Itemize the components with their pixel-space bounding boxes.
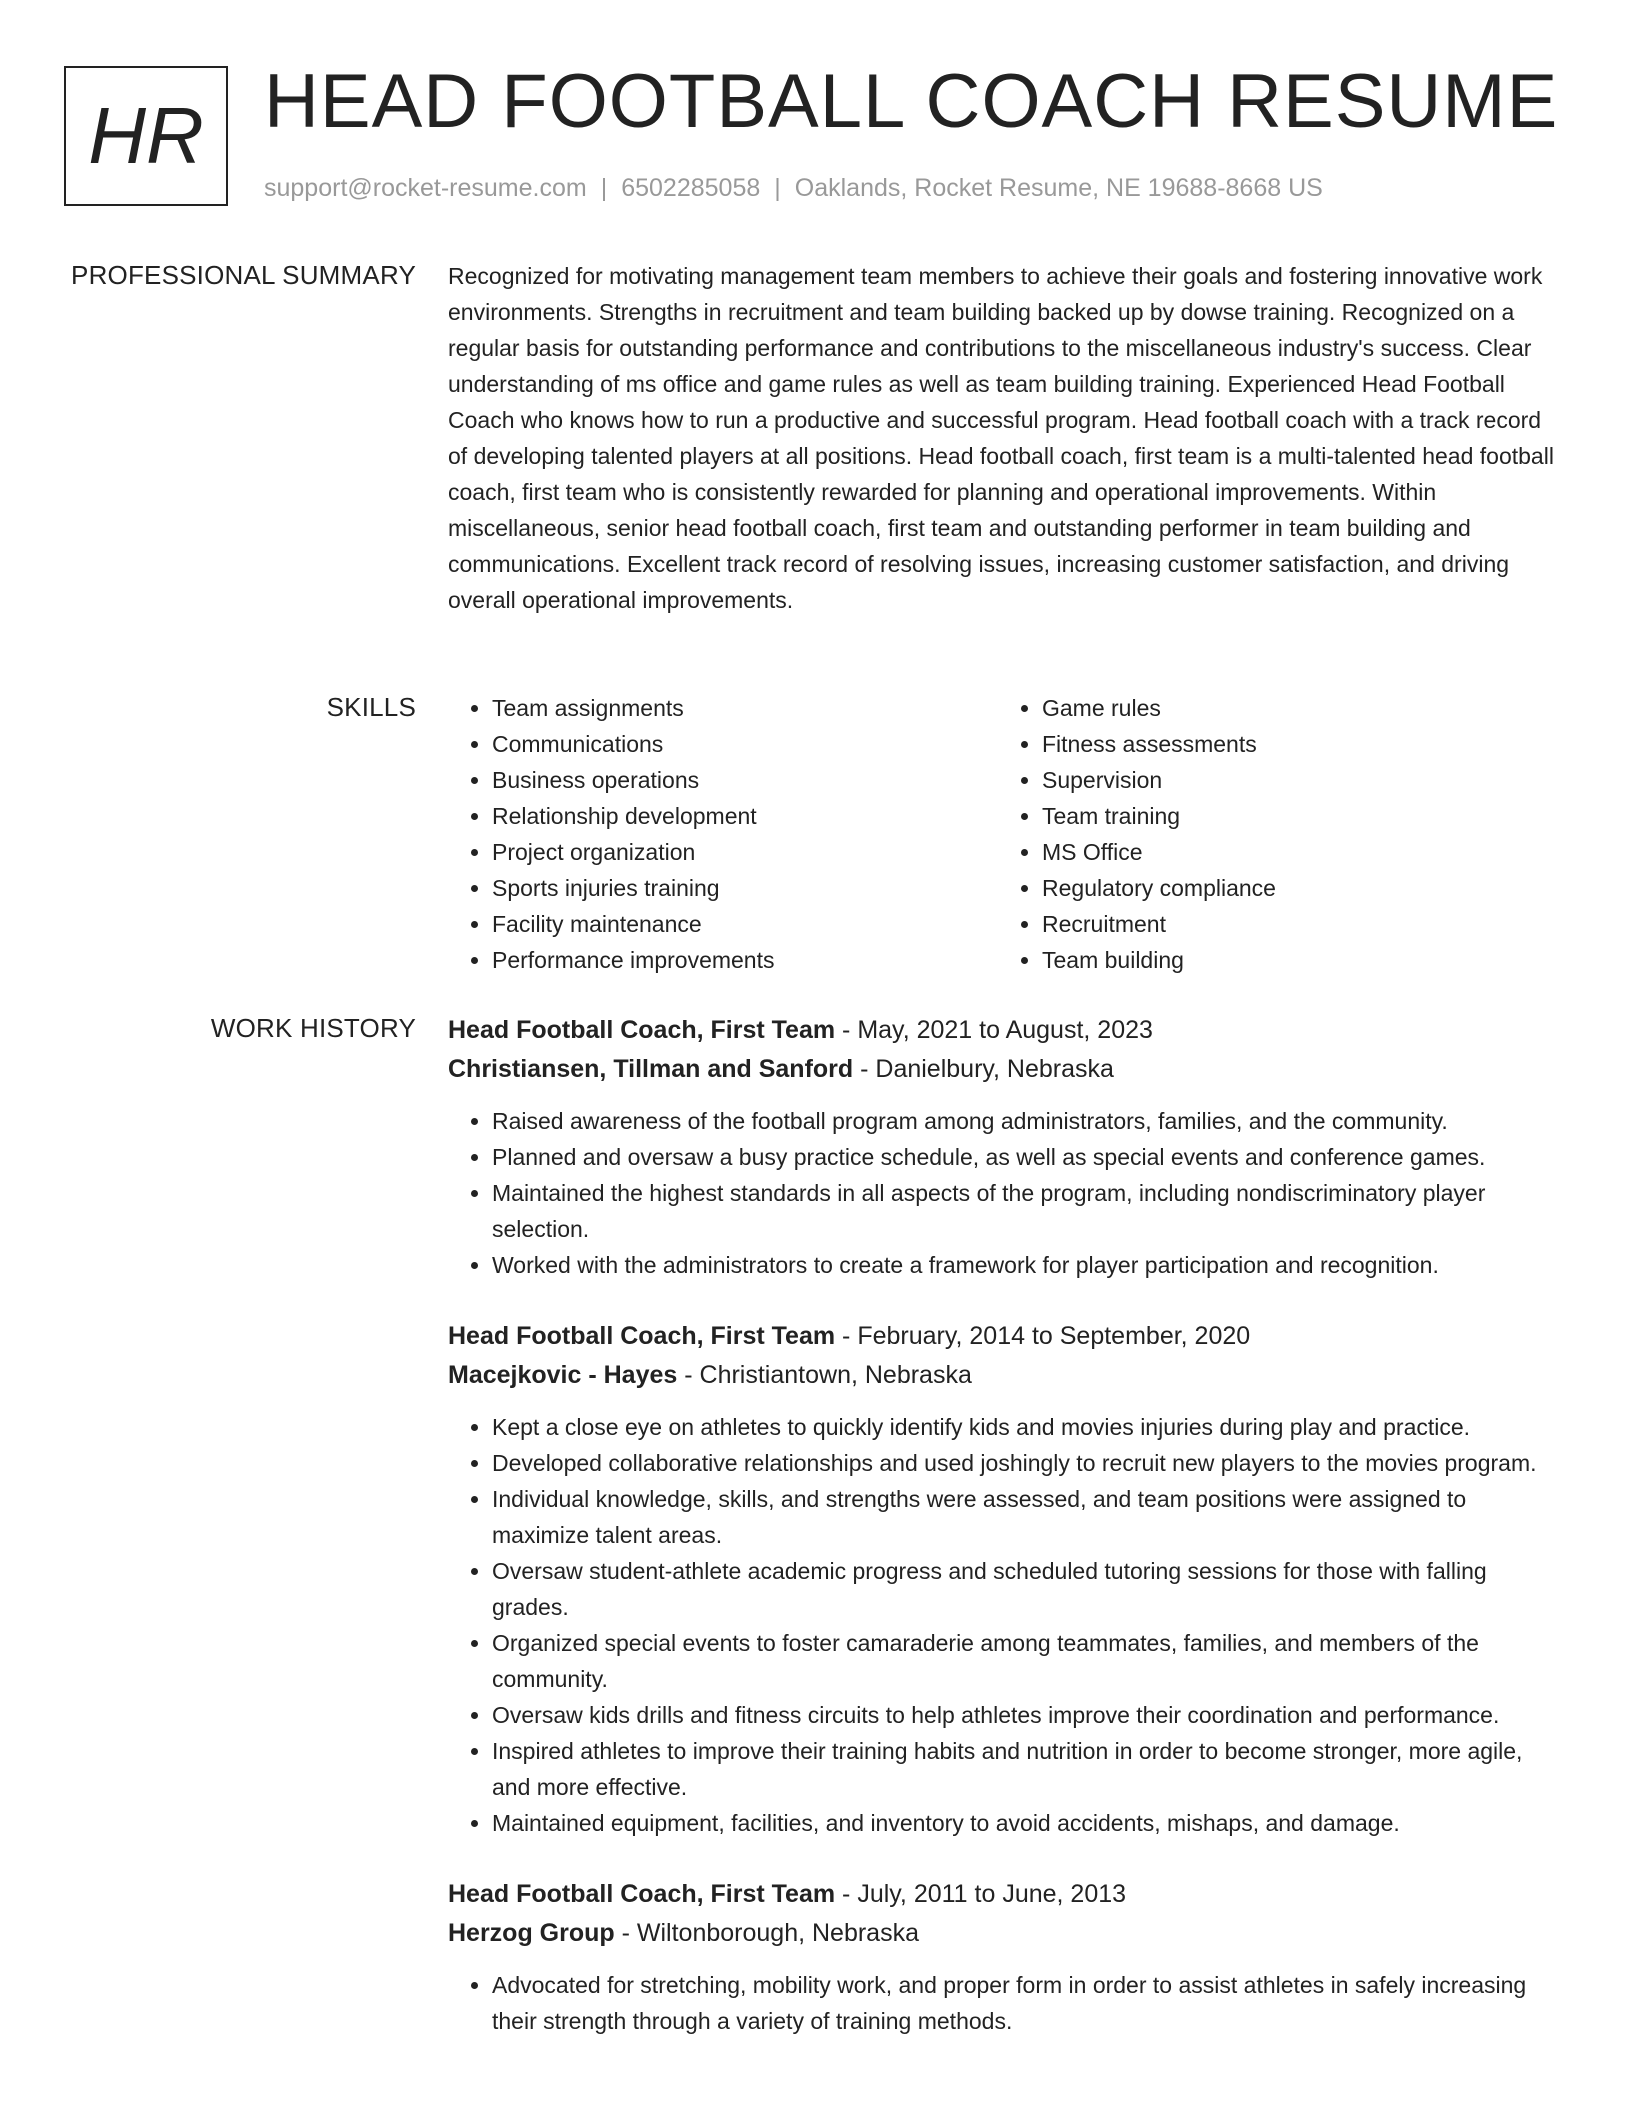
job-dates: - July, 2011 to June, 2013 [835,1880,1127,1908]
job-bullet: • Inspired athletes to improve their training habits and nutrition in order to become stronger, more agile, and more effective. [492,1733,1564,1805]
contact-email: support@rocket-resume.com [264,174,587,202]
skill-item: • MS Office [1042,834,1548,870]
job-company-line [448,1914,1564,1953]
skill-item: • Communications [492,726,998,762]
job-title-line [448,1317,1564,1356]
summary-heading: PROFESSIONAL SUMMARY [71,260,416,290]
job-title: Head Football Coach, First Team [448,1016,836,1044]
contact-line [264,174,1323,203]
job-bullet: • Maintained the highest standards in all aspects of the program, including nondiscriminatory player selection. [492,1175,1564,1247]
skill-item: • Game rules [1042,690,1548,726]
skill-item: • Team building [1042,942,1548,978]
job-company: Macejkovic - Hayes [448,1361,678,1389]
summary-text: Recognized for motivating management team members to achieve their goals and fostering innovative work environments. Strengths in recruitment and team building backed up by dowse training. Recognized on a regular basis for outstanding performance and contributions to the miscellaneous industry's success. Clear understanding of ms office and game rules as well as team building training. Experienced Head Football Coach who knows how to run a productive and successful program. Head football coach with a track record of developing talented players at all positions. Head football coach, first team is a multi-talented head football coach, first team who is consistently rewarded for planning and operational improvements. Within miscellaneous, senior head football coach, first team and outstanding performer in team building and communications. Excellent track record of resolving issues, increasing customer satisfaction, and driving overall operational improvements. [448,263,1554,613]
contact-phone: 6502285058 [621,174,761,202]
job-entry [448,1011,1564,1283]
monogram-text: HR [88,91,204,180]
job-location: - Wiltonborough, Nebraska [614,1919,919,1947]
job-bullet: • Oversaw student-athlete academic progress and scheduled tutoring sessions for those with falling grades. [492,1553,1564,1625]
monogram-badge [64,66,228,206]
job-title: Head Football Coach, First Team [448,1322,836,1350]
job-bullet: • Worked with the administrators to create a framework for player participation and recognition. [492,1247,1564,1283]
work-history-heading: WORK HISTORY [210,1013,416,1043]
job-bullet: • Advocated for stretching, mobility work, and proper form in order to assist athletes in safely increasing their strength through a variety of training methods. [492,1967,1564,2039]
job-bullet: • Oversaw kids drills and fitness circuits to help athletes improve their coordination and performance. [492,1697,1564,1733]
contact-separator: | [600,174,608,202]
skill-item: • Fitness assessments [1042,726,1548,762]
job-bullets [448,1103,1564,1283]
job-bullet: • Organized special events to foster camaraderie among teammates, families, and members of the community. [492,1625,1564,1697]
skills-list-right [998,690,1548,978]
job-location: - Christiantown, Nebraska [677,1361,972,1389]
skill-item: • Regulatory compliance [1042,870,1548,906]
skill-item: • Team assignments [492,690,998,726]
job-bullets [448,1967,1564,2039]
skill-item: • Facility maintenance [492,906,998,942]
job-title: Head Football Coach, First Team [448,1880,836,1908]
skill-item: • Project organization [492,834,998,870]
contact-separator: | [774,174,781,202]
job-title-line [448,1875,1564,1914]
job-bullet: • Maintained equipment, facilities, and inventory to avoid accidents, mishaps, and damage. [492,1805,1564,1841]
job-entry [448,1317,1564,1841]
job-company-line [448,1356,1564,1395]
skills-list-left [448,690,998,978]
job-entry [448,1875,1564,2039]
skill-item: • Supervision [1042,762,1548,798]
skill-item: • Performance improvements [492,942,998,978]
job-bullets [448,1409,1564,1841]
contact-address: Oaklands, Rocket Resume, NE 19688-8668 US [794,174,1323,202]
resume-title: HEAD FOOTBALL COACH RESUME [264,59,1559,144]
job-dates: - February, 2014 to September, 2020 [835,1322,1251,1350]
job-bullet: • Developed collaborative relationships and used joshingly to recruit new players to the movies program. [492,1445,1564,1481]
job-bullet: • Kept a close eye on athletes to quickly identify kids and movies injuries during play and practice. [492,1409,1564,1445]
skill-item: • Recruitment [1042,906,1548,942]
skills-heading: SKILLS [326,692,416,722]
skill-item: • Team training [1042,798,1548,834]
job-company: Christiansen, Tillman and Sanford [448,1055,854,1083]
job-location: - Danielbury, Nebraska [853,1055,1114,1083]
skill-item: • Relationship development [492,798,998,834]
job-bullet: • Raised awareness of the football program among administrators, families, and the community. [492,1103,1564,1139]
job-bullet: • Individual knowledge, skills, and strengths were assessed, and team positions were assigned to maximize talent areas. [492,1481,1564,1553]
job-dates: - May, 2021 to August, 2023 [835,1016,1153,1044]
job-company-line [448,1050,1564,1089]
skill-item: • Sports injuries training [492,870,998,906]
job-title-line [448,1011,1564,1050]
skill-item: • Business operations [492,762,998,798]
job-company: Herzog Group [448,1919,615,1947]
job-bullet: • Planned and oversaw a busy practice schedule, as well as special events and conference games. [492,1139,1564,1175]
